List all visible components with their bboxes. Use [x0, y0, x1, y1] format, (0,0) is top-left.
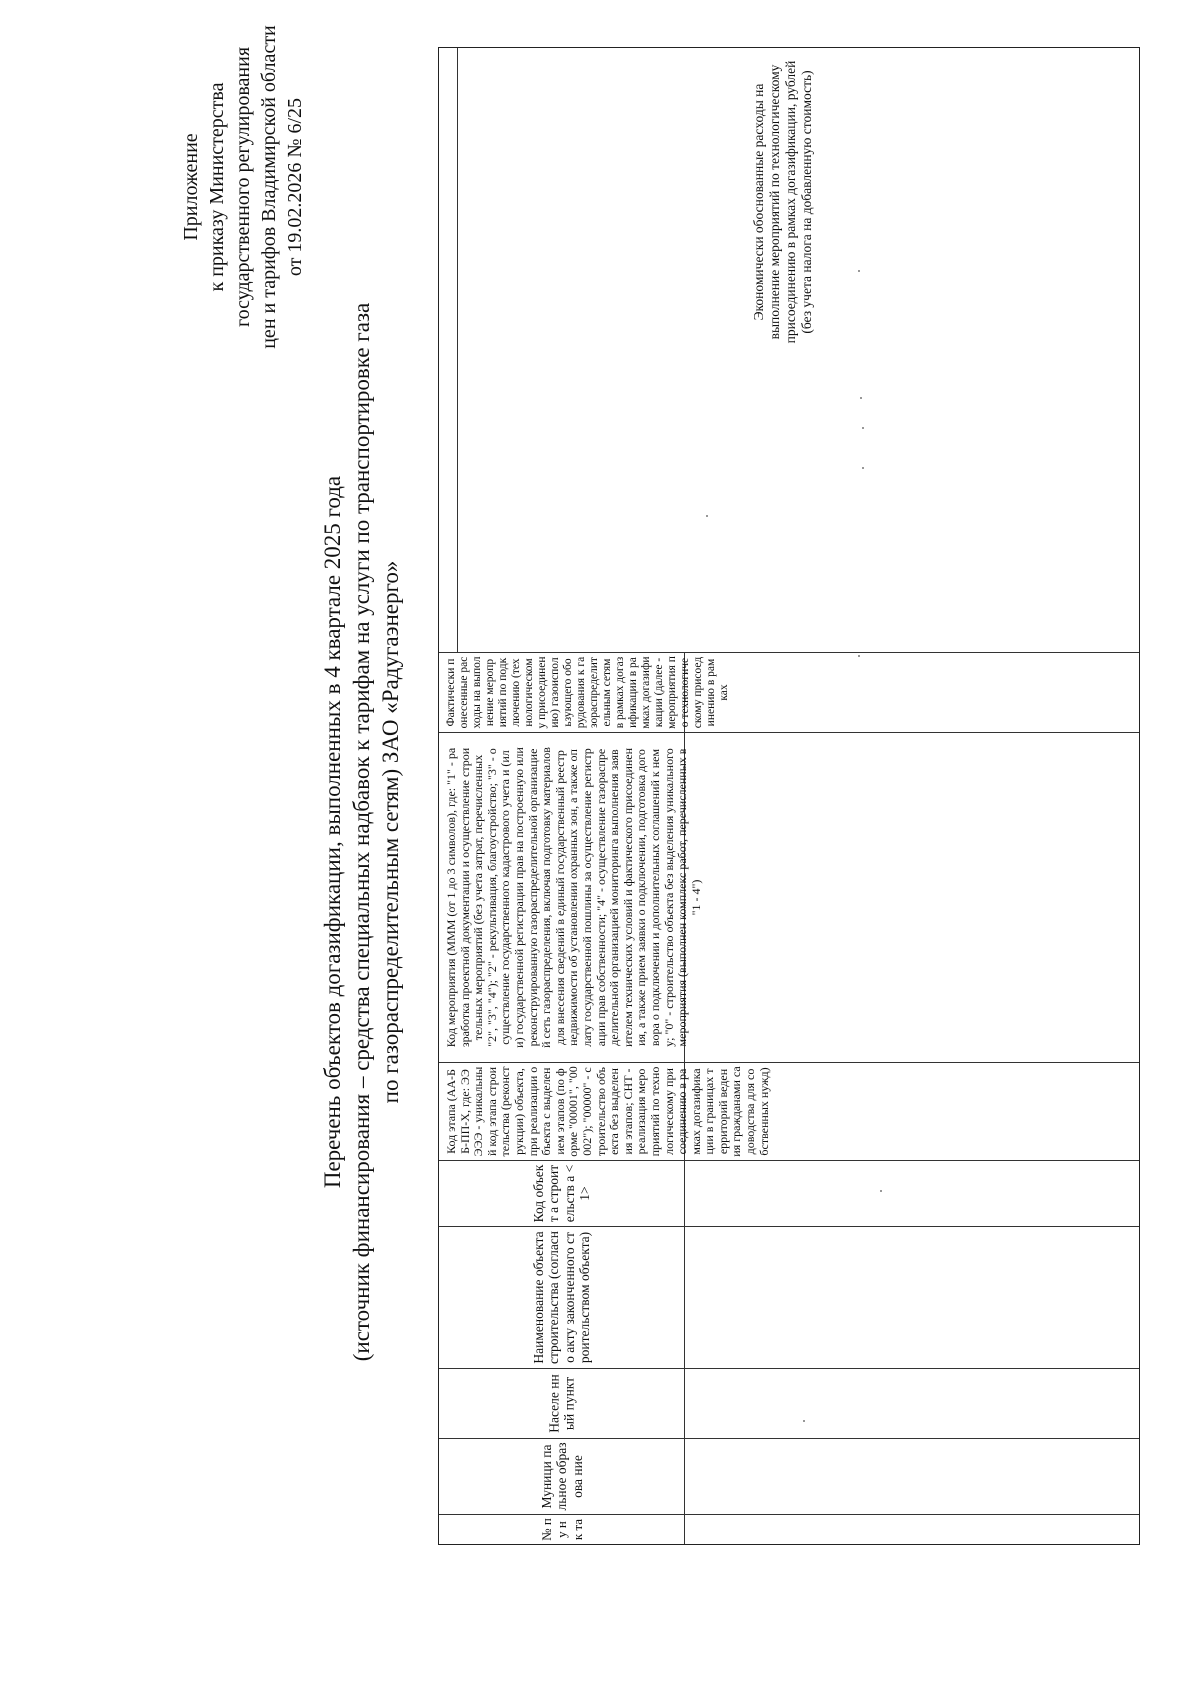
table-header-blank-cell [439, 48, 458, 652]
table-header-cell [439, 1161, 685, 1226]
table-header-cell [439, 1063, 771, 1160]
approval-stamp-block [178, 17, 308, 357]
table-header-text: № пу нк та [538, 1518, 585, 1541]
table-header-cell [439, 1227, 685, 1368]
table-column-num [439, 1514, 1139, 1544]
table-header-text: Муници пальное образова ние [538, 1442, 585, 1511]
table-header-cell [439, 1515, 685, 1544]
title-line: Перечень объектов догазификации, выполненных в 4 квартале 2025 года [320, 475, 345, 1189]
scan-speck [880, 1190, 882, 1192]
approval-line: цен и тарифов Владимирской области [258, 25, 280, 349]
justified-costs-description: Экономически обоснованные расходы на выполнение мероприятий по технологическому присоединению в рамках догазификации, рублей (без учета налога на добавленную стоимость) [751, 60, 814, 344]
table-header-cell [439, 733, 703, 1062]
table-header-text: Фактически понесенные расходы на выполнение мероприятий по подключению (технологическому присоединению) газоиспользующего оборудования к газораспределительным сетям в рамках догазификации в рамках догазификации (далее - мероприятия по технологическому присоединению в рамках [445, 656, 730, 729]
table-column-settlement [439, 1368, 1139, 1438]
approval-line: от 19.02.2026 № 6/25 [284, 97, 306, 277]
table-column-justified-costs [439, 48, 1139, 652]
table-header-text: Наименование объекта строительства (согласно акту законченного строительством объекта) [530, 1230, 592, 1365]
scan-speck [706, 515, 708, 517]
document-title [318, 207, 405, 1457]
approval-line: государственного регулирования [232, 46, 254, 328]
table-header-cell [439, 1369, 685, 1438]
table-header-text: Населе нный пункт [546, 1374, 577, 1433]
title-line: (источник финансирования – средства специальных надбавок к тарифам на услуги по транспортировке газа [349, 302, 374, 1362]
table-header-cell [439, 1439, 685, 1514]
scan-speck [858, 655, 860, 657]
table-header-text: Код мероприятия (МММ (от 1 до 3 символов), где: "1" - разработка проектной документации и осуществление строительных мероприятий (без учета затрат, перечисленных "2", "3", "4"); "2" - рекультивация, благоустройство; "3" - осуществление государственного кадастрового учета и (или) государственной регистрации прав на построенную или реконструированную газораспределительной организацией сеть газораспределения, включая подготовку материалов для внесения сведений в единый государственный реестр недвижимости об установлении охранных зон, а также оплату государственной пошлины за осуществление регистрации прав собственности; "4" - осуществление газораспределительной организацией мониторинга выполнения заявителем технических условий и фактического присоединения, а также прием заявки о подключении, подготовка договора о подключении и дополнительных соглашений к нему; "0" - строительство объекта без выделения уникального мероприятия (выполнен комплекс работ, перечисленных в "1 - 4") [444, 747, 703, 1048]
table-column-actual-costs [439, 652, 1139, 732]
scan-speck [862, 467, 864, 469]
table-column-object-name [439, 1226, 1139, 1368]
table-header-text: Код этапа (АА-ББ-ПП-Х, где: ЭЭЭЭЭ - уникальный код этапа строительства (реконструкции) объекта, при реализации объекта с выделением этапов (по форме "00001", "00002"); "00000" - строительство объекта без выделения этапов; СНТ - реализация мероприятий по технологическому присоединению в рамках догазификации в границах территорий ведения гражданами садоводства для собственных нужд) [444, 1066, 771, 1157]
scan-speck [862, 427, 864, 429]
approval-line: к приказу Министерства [206, 82, 228, 292]
table-header-text: Код объект а строит ельств а <1> [530, 1164, 592, 1223]
objects-table [438, 47, 1140, 1545]
scan-speck [803, 1420, 805, 1422]
table-header-cell [439, 653, 730, 732]
scan-speck [860, 397, 862, 399]
table-column-event-code [439, 732, 1139, 1062]
table-column-stage-code [439, 1062, 1139, 1160]
title-line: по газораспределительным сетям) ЗАО «Радугаэнерго» [378, 560, 403, 1104]
approval-line: Приложение [180, 133, 202, 241]
scan-speck [858, 270, 860, 272]
table-column-municipality [439, 1438, 1139, 1514]
table-column-object-code [439, 1160, 1139, 1226]
